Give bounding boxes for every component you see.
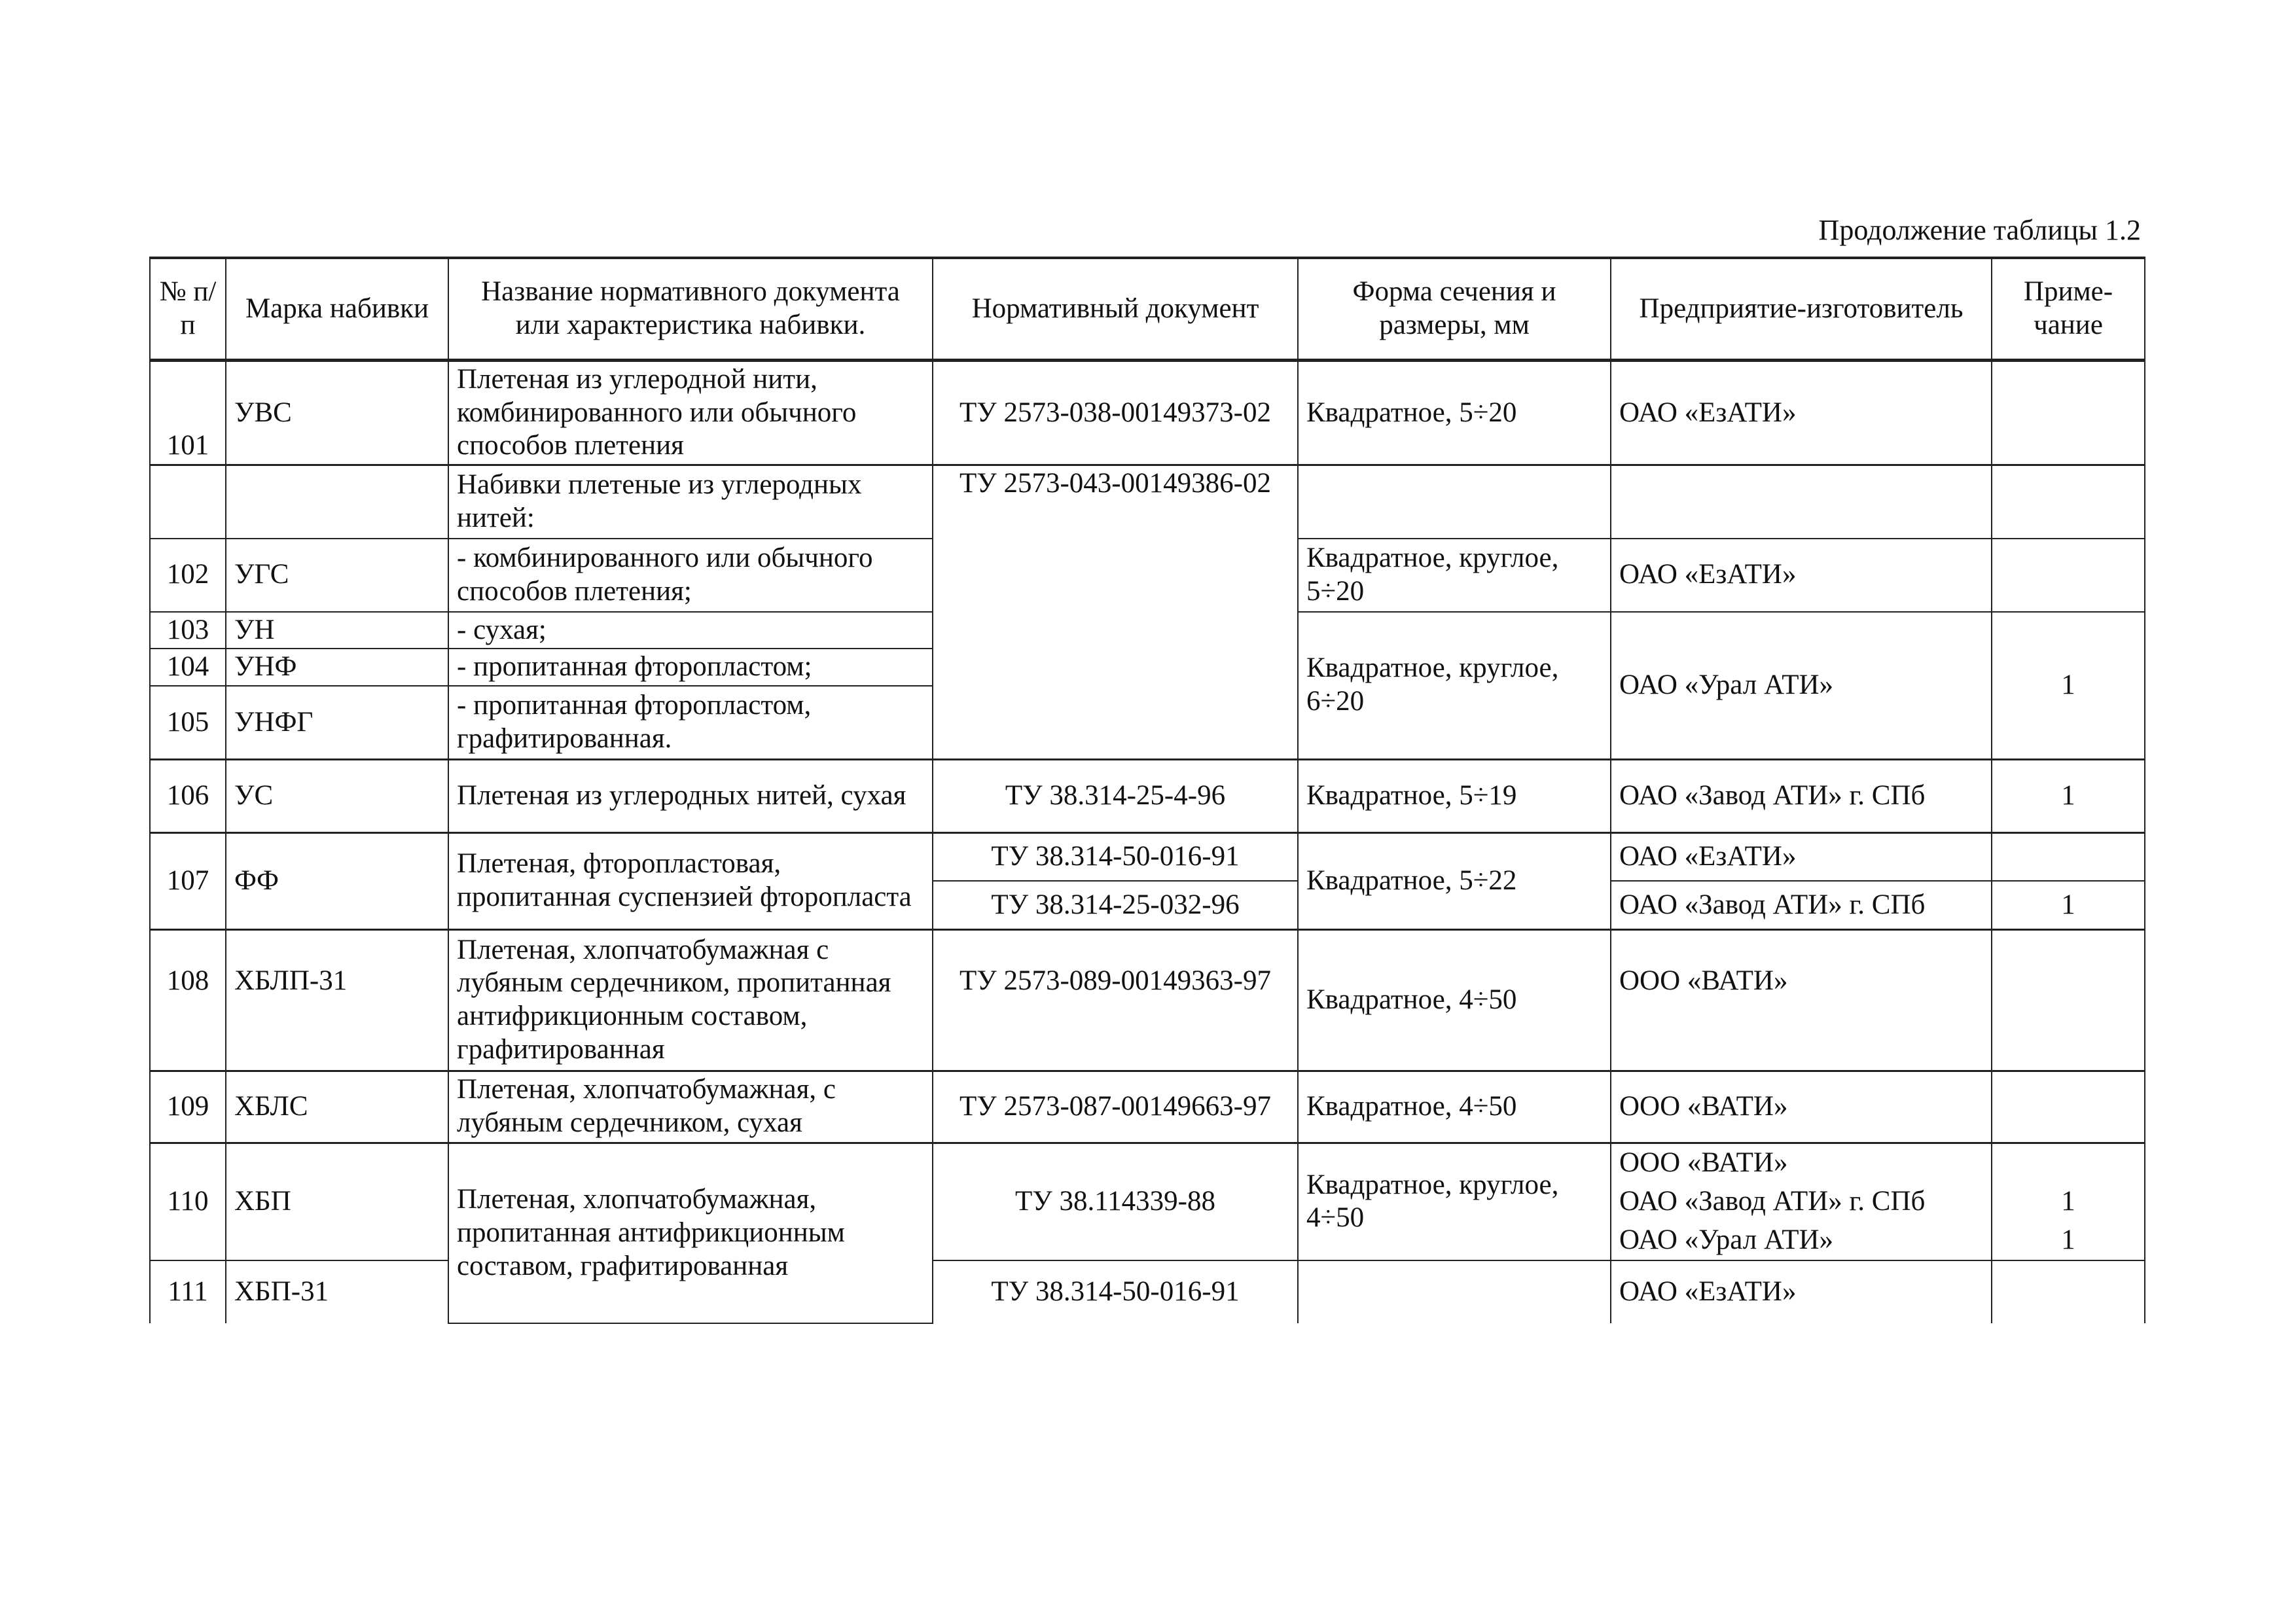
row-maker: ОАО «ЕзАТИ» [1611,361,1992,465]
row-shape [1298,465,1611,539]
header-name: Название нормативного документа или характеристика набивки. [448,258,933,361]
row-mark: ХБП-31 [226,1260,448,1323]
row-shape: Квадратное, 5÷19 [1298,759,1611,832]
row-desc: Плетеная, хлопчатобумажная, пропитанная антифрикционным составом, графитированная [448,1143,933,1323]
row-mark: ХБЛП-31 [226,929,448,1071]
row-desc: Плетеная, фторопластовая, пропитанная суспензией фторопласта [448,832,933,929]
row-maker: ОАО «Завод АТИ» г. СПб [1611,759,1992,832]
row-mark: УВС [226,361,448,465]
row-note: 1 [1992,612,2145,759]
row-mark: УНФ [226,649,448,686]
row-note [1992,539,2145,612]
row-num: 101 [150,361,226,465]
row-desc: Плетеная из углеродной нити, комбинированного или обычного способов плетения [448,361,933,465]
row-maker: ОАО «Урал АТИ» [1611,1221,1992,1260]
row-note [1992,465,2145,539]
row-note [1992,1143,2145,1182]
row-num: 110 [150,1143,226,1260]
row-maker: ОАО «Завод АТИ» г. СПб [1611,1182,1992,1221]
row-shape: Квадратное, 4÷50 [1298,929,1611,1071]
packing-materials-table [149,257,2145,1324]
header-num: № п/п [150,258,226,361]
row-num: 104 [150,649,226,686]
row-desc: Плетеная из углеродных нитей, сухая [448,759,933,832]
header-mark: Марка набивки [226,258,448,361]
table-header [150,258,2145,361]
table-row [150,361,2145,465]
row-mark: ХБП [226,1143,448,1260]
row-desc: Плетеная, хлопчатобумажная с лубяным сердечником, пропитанная антифрикционным составом, графитированная [448,929,933,1071]
row-num [150,465,226,539]
header-maker: Предприятие-изготовитель [1611,258,1992,361]
row-desc: Плетеная, хлопчатобумажная, с лубяным сердечником, сухая [448,1071,933,1143]
row-mark [226,465,448,539]
header-normdoc: Нормативный документ [933,258,1298,361]
row-num: 103 [150,612,226,649]
row-num: 107 [150,832,226,929]
row-maker [1611,465,1992,539]
row-mark: УН [226,612,448,649]
row-note: 1 [1992,881,2145,929]
row-doc: ТУ 2573-089-00149363-97 [933,929,1298,1071]
row-desc: - комбинированного или обычного способов плетения; [448,539,933,612]
row-doc: ТУ 38.314-50-016-91 [933,1260,1298,1323]
row-note: 1 [1992,1182,2145,1221]
row-desc: Набивки плетеные из углеродных нитей: [448,465,933,539]
row-mark: УГС [226,539,448,612]
row-shape [1298,1260,1611,1323]
row-doc: ТУ 2573-087-00149663-97 [933,1071,1298,1143]
row-doc: ТУ 2573-038-00149373-02 [933,361,1298,465]
row-maker: ОАО «Урал АТИ» [1611,612,1992,759]
row-doc: ТУ 2573-043-00149386-02 [933,465,1298,759]
row-note: 1 [1992,759,2145,832]
row-mark: УНФГ [226,686,448,759]
row-maker: ОАО «ЕзАТИ» [1611,539,1992,612]
row-note [1992,1071,2145,1143]
row-note [1992,832,2145,881]
row-num: 102 [150,539,226,612]
row-doc: ТУ 38.314-25-032-96 [933,881,1298,929]
row-shape: Квадратное, 5÷20 [1298,361,1611,465]
row-desc: - пропитанная фторопластом, графитированная. [448,686,933,759]
row-desc: - пропитанная фторопластом; [448,649,933,686]
header-note: Приме-чание [1992,258,2145,361]
row-shape: Квадратное, 4÷50 [1298,1071,1611,1143]
row-shape: Квадратное, круглое, 5÷20 [1298,539,1611,612]
row-mark: ХБЛС [226,1071,448,1143]
row-note: 1 [1992,1221,2145,1260]
row-note [1992,1260,2145,1323]
row-desc: - сухая; [448,612,933,649]
table-row [150,1143,2145,1182]
row-maker: ООО «ВАТИ» [1611,1071,1992,1143]
row-note [1992,929,2145,1071]
row-maker: ОАО «Завод АТИ» г. СПб [1611,881,1992,929]
header-shape: Форма сечения и размеры, мм [1298,258,1611,361]
row-num: 106 [150,759,226,832]
row-note [1992,361,2145,465]
row-maker: ООО «ВАТИ» [1611,929,1992,1071]
table-row [150,1071,2145,1143]
table-row [150,759,2145,832]
row-mark: УС [226,759,448,832]
row-maker: ОАО «ЕзАТИ» [1611,1260,1992,1323]
row-mark: ФФ [226,832,448,929]
table-row [150,832,2145,881]
row-num: 108 [150,929,226,1071]
row-shape: Квадратное, круглое, 4÷50 [1298,1143,1611,1260]
row-maker: ООО «ВАТИ» [1611,1143,1992,1182]
table-caption: Продолжение таблицы 1.2 [1818,214,2141,246]
row-num: 109 [150,1071,226,1143]
row-num: 111 [150,1260,226,1323]
row-shape: Квадратное, круглое, 6÷20 [1298,612,1611,759]
table-row [150,465,2145,539]
row-doc: ТУ 38.114339-88 [933,1143,1298,1260]
row-shape: Квадратное, 5÷22 [1298,832,1611,929]
row-doc: ТУ 38.314-50-016-91 [933,832,1298,881]
row-doc: ТУ 38.314-25-4-96 [933,759,1298,832]
row-num: 105 [150,686,226,759]
table-row [150,929,2145,1071]
row-maker: ОАО «ЕзАТИ» [1611,832,1992,881]
